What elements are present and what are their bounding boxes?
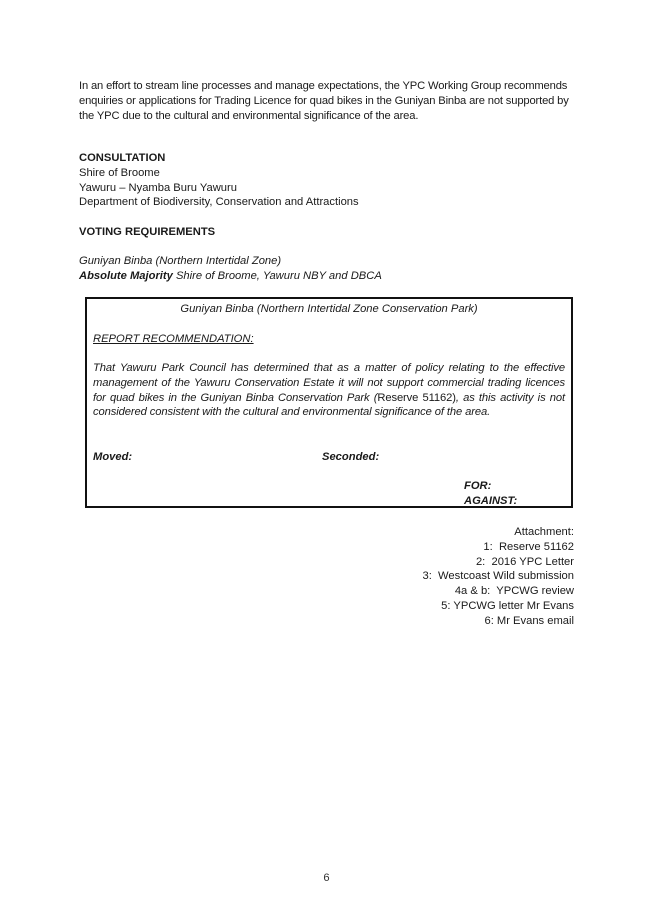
voting-heading: VOTING REQUIREMENTS xyxy=(79,226,216,238)
recommendation-text xyxy=(93,361,565,420)
attachment-item: 6: Mr Evans email xyxy=(484,614,574,627)
moved-label: Moved: xyxy=(93,451,133,463)
consultation-section xyxy=(79,151,479,210)
attachment-item: 3: Westcoast Wild submission xyxy=(422,570,574,583)
page-number: 6 xyxy=(323,872,330,884)
box-title: Guniyan Binba (Northern Intertidal Zone Conservation Park) xyxy=(180,303,478,315)
absolute-majority-label: Absolute Majority xyxy=(79,269,173,282)
against-label: AGAINST: xyxy=(464,495,518,507)
recommendation-text-part: That Yawuru Park Council has determined that as a matter of policy relating to the effective management of the Yawuru Conservation Estate it will not support commercial trading licences for quad bikes in the Guniyan Binba Conservation Park ( xyxy=(93,362,565,404)
attachment-item: 1: Reserve 51162 xyxy=(483,540,574,553)
recommendation-box xyxy=(85,297,573,508)
attachment-item: 2: 2016 YPC Letter xyxy=(475,555,574,568)
reserve-reference: Reserve 51162) xyxy=(377,391,456,404)
seconded-label: Seconded: xyxy=(322,451,380,463)
consultation-item: Yawuru – Nyamba Buru Yawuru xyxy=(79,181,237,194)
consultation-heading: CONSULTATION xyxy=(79,152,166,164)
attachments-list xyxy=(423,525,575,629)
voting-parties: Shire of Broome, Yawuru NBY and DBCA xyxy=(172,269,382,282)
attachment-item: 5: YPCWG letter Mr Evans xyxy=(441,599,574,612)
recommendation-text-part: , as this activity is not considered consistent with the cultural and environmental significance of the area. xyxy=(93,391,565,419)
voting-majority-line xyxy=(79,269,499,284)
voting-details xyxy=(79,254,499,284)
consultation-item: Shire of Broome xyxy=(79,166,160,179)
intro-paragraph: In an effort to stream line processes and manage expectations, the YPC Working Group recommends enquiries or applications for Trading Licence for quad bikes in the Guniyan Binba are not supported by the YPC due to the cultural and environmental significance of the area. xyxy=(79,80,569,122)
voting-zone: Guniyan Binba (Northern Intertidal Zone) xyxy=(79,255,282,267)
consultation-item: Department of Biodiversity, Conservation and Attractions xyxy=(79,196,359,209)
for-label: FOR: xyxy=(464,480,492,492)
attachments-heading: Attachment: xyxy=(514,526,574,538)
attachment-item: 4a & b: YPCWG review xyxy=(454,585,574,598)
report-recommendation-heading: REPORT RECOMMENDATION: xyxy=(93,333,254,345)
